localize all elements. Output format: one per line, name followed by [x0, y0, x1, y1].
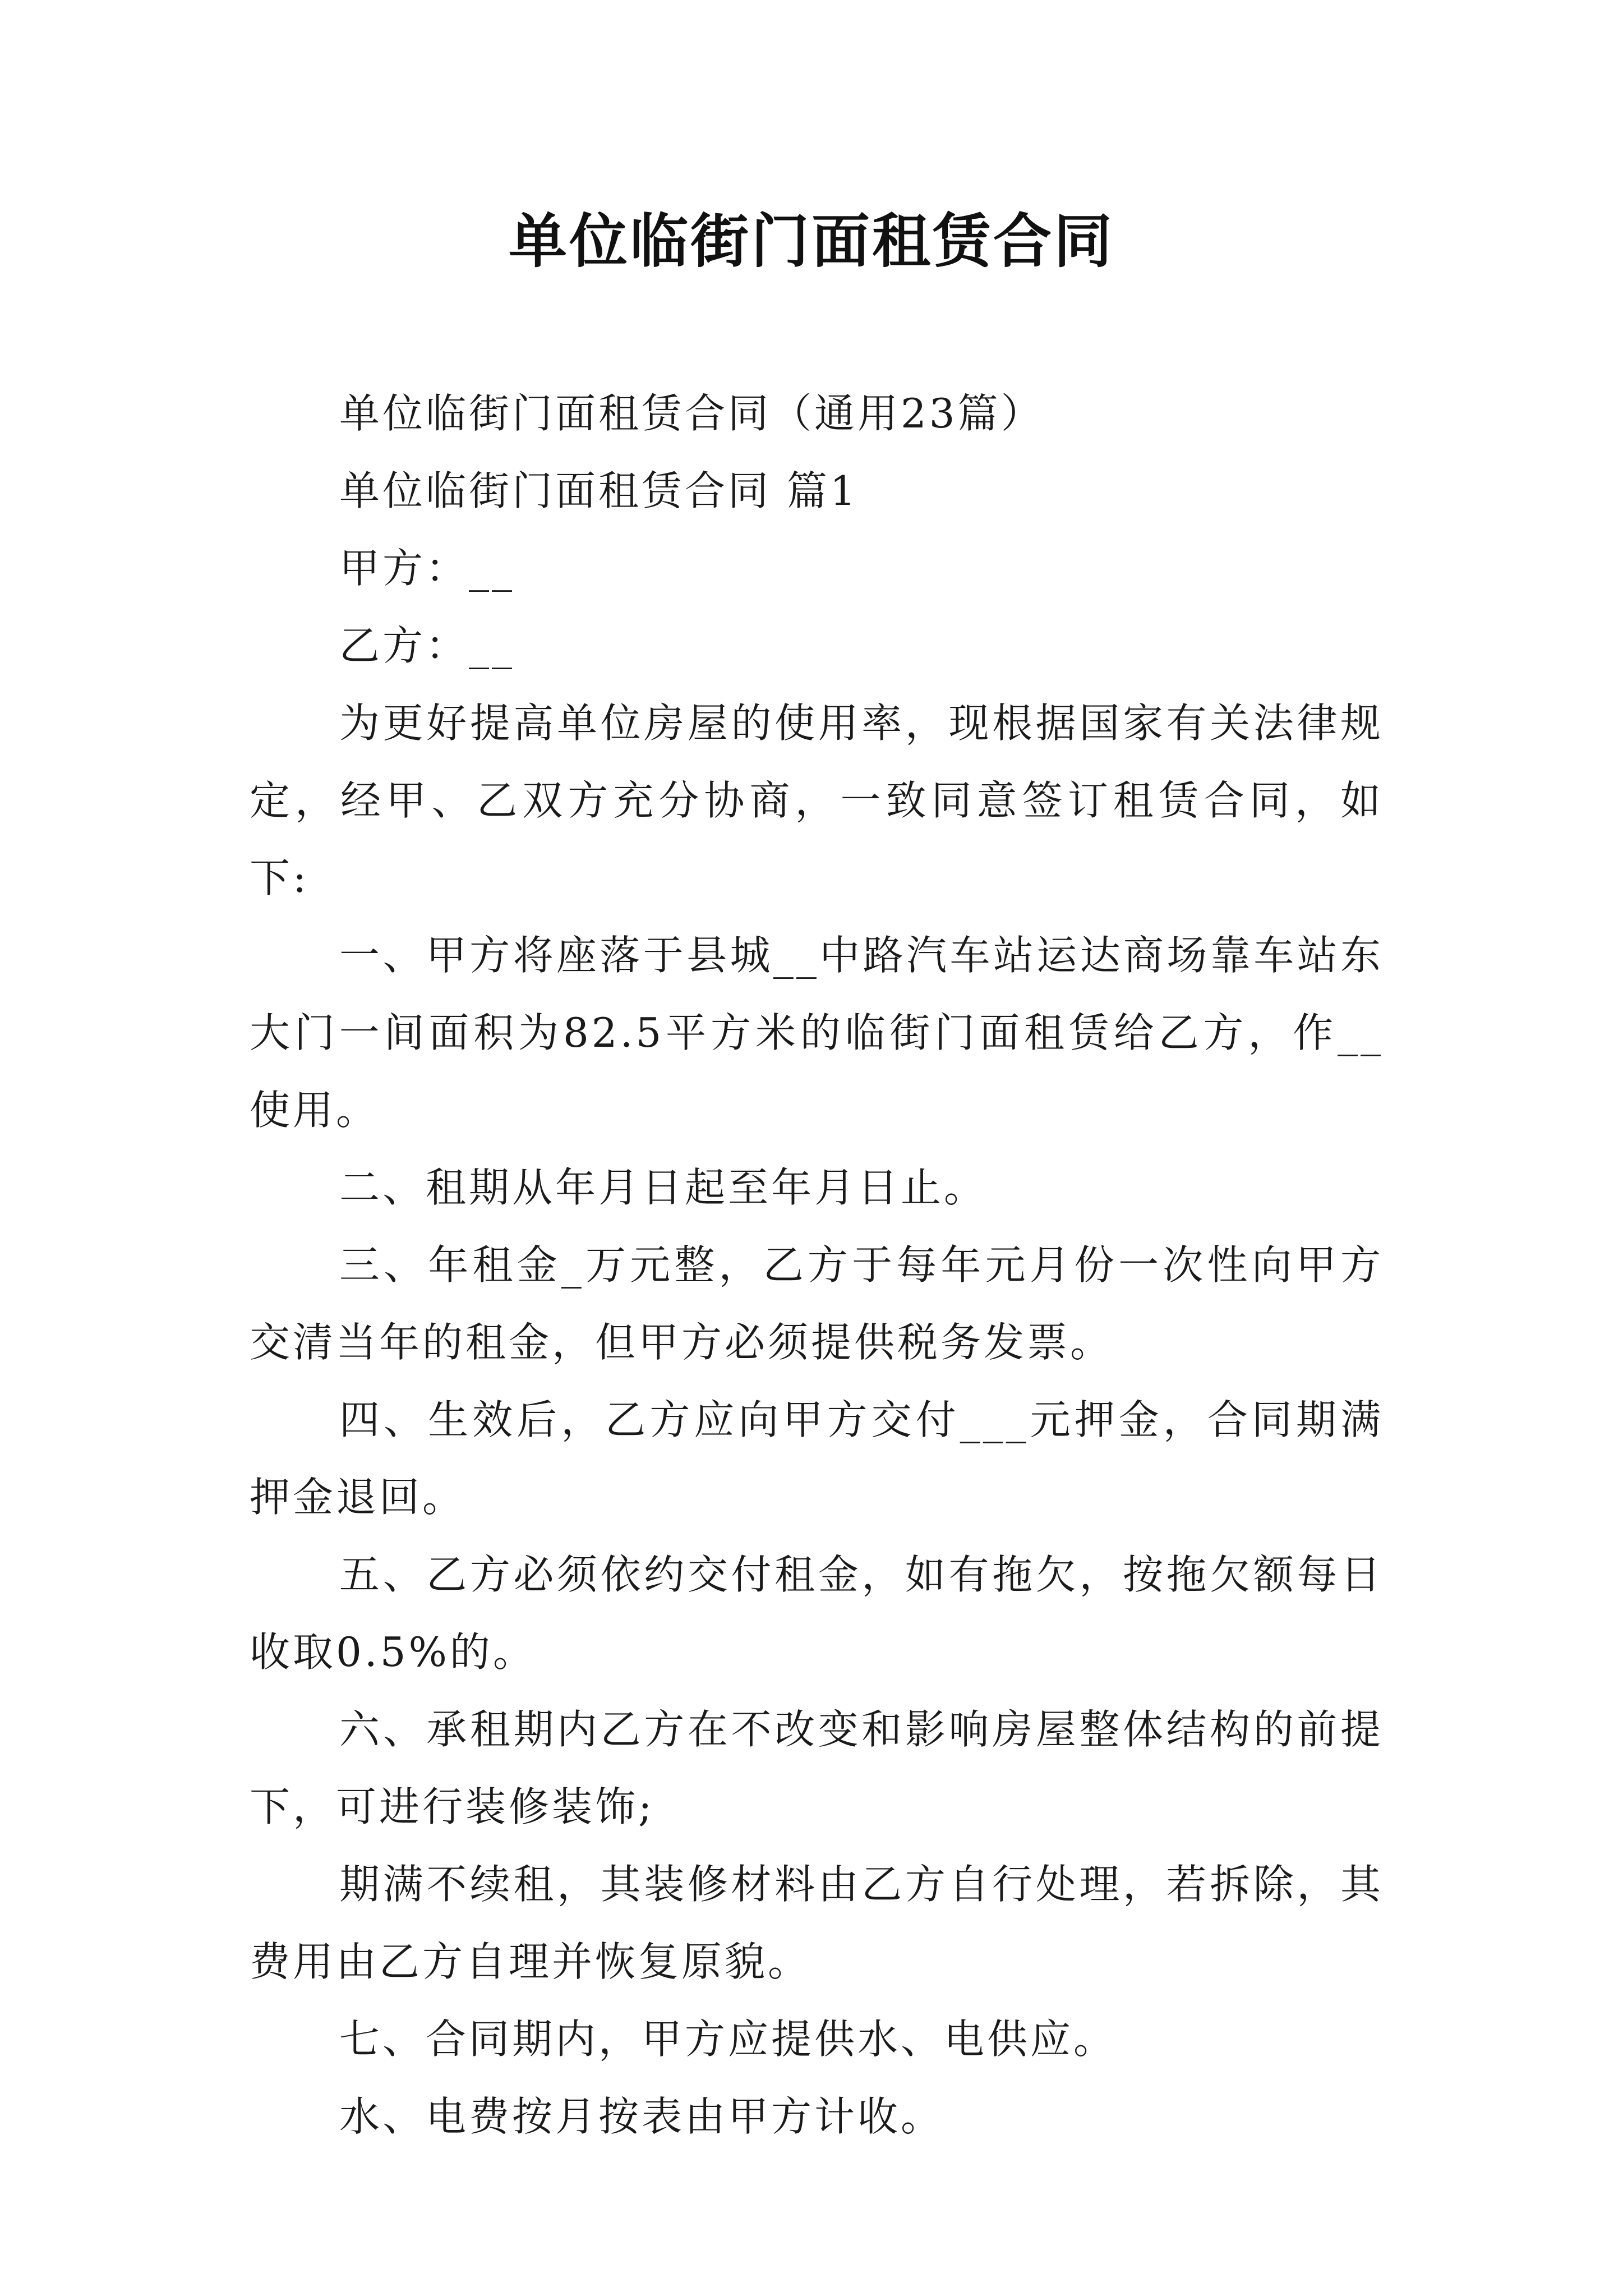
paragraph: 乙方：__ [339, 622, 515, 669]
paragraph: 为更好提高单位房屋的使用率，现根据国家有关法律规定，经甲、乙双方充分协商，一致同意签订租赁合同，如下: [250, 700, 1384, 901]
paragraph: 单位临街门面租赁合同 篇1 [339, 467, 859, 514]
paragraph: 二、租期从年月日起至年月日止。 [339, 1164, 988, 1211]
paragraph: 七、合同期内，甲方应提供水、电供应。 [339, 2016, 1117, 2063]
paragraph: 水、电费按月按表由甲方计收。 [339, 2093, 944, 2140]
document-title: 单位临街门面租赁合同 [508, 206, 1114, 275]
paragraph: 四、生效后，乙方应向甲方交付___元押金，合同期满押金退回。 [250, 1396, 1384, 1521]
paragraph: 甲方：__ [339, 545, 515, 592]
document-body [250, 375, 1384, 2155]
paragraph: 单位临街门面租赁合同（通用23篇） [339, 390, 1044, 437]
paragraph: 一、甲方将座落于县城__中路汽车站运达商场靠车站东大门一间面积为82.5平方米的临街门面租赁给乙方，作__使用。 [250, 932, 1384, 1134]
paragraph: 期满不续租，其装修材料由乙方自行处理，若拆除，其费用由乙方自理并恢复原貌。 [250, 1861, 1384, 1985]
paragraph: 五、乙方必须依约交付租金，如有拖欠，按拖欠额每日收取0.5%的。 [250, 1551, 1384, 1676]
paragraph: 三、年租金_万元整，乙方于每年元月份一次性向甲方交清当年的租金，但甲方必须提供税务发票。 [250, 1241, 1384, 1366]
paragraph: 六、承租期内乙方在不改变和影响房屋整体结构的前提下，可进行装修装饰; [250, 1706, 1384, 1830]
